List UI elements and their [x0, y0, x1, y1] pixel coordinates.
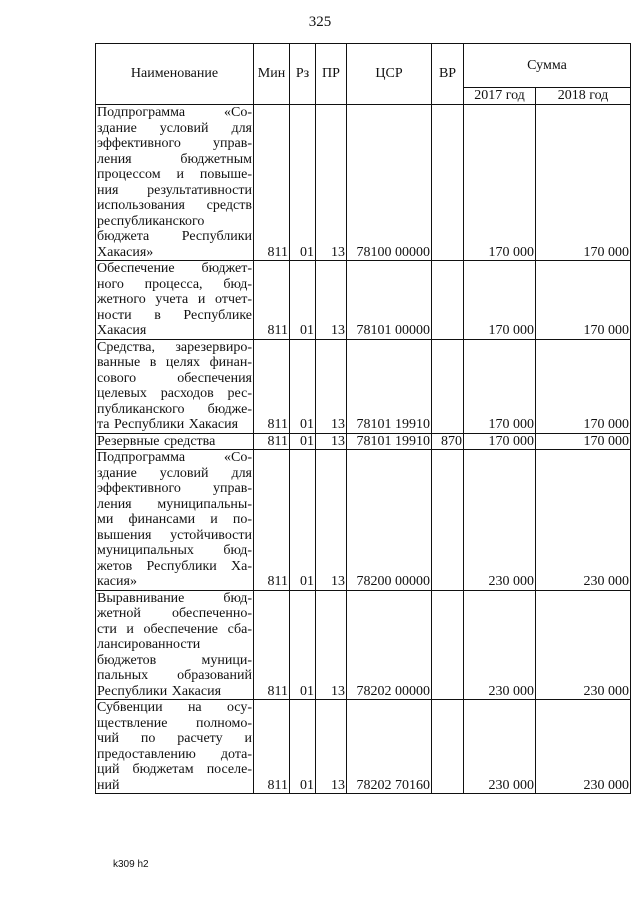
row-pr: 13 — [316, 105, 347, 261]
row-name-line: ций бюджетам поселе- — [97, 762, 252, 777]
row-sum-2018: 170 000 — [536, 433, 631, 450]
table-body — [96, 105, 631, 794]
row-pr: 13 — [316, 433, 347, 450]
header-pr: ПР — [316, 44, 347, 105]
row-name-line: эффективного управ- — [97, 481, 252, 496]
row-name-line: Хакасия» — [97, 244, 154, 260]
row-name-line: Средства, зарезервиро- — [97, 339, 252, 355]
row-min: 811 — [254, 339, 290, 433]
row-name-line: предоставлению дота- — [97, 746, 252, 762]
row-min: 811 — [254, 261, 290, 340]
table-row — [96, 433, 631, 450]
row-name — [96, 105, 254, 261]
row-sum-2018: 170 000 — [536, 261, 631, 340]
row-csr: 78101 19910 — [347, 339, 432, 433]
row-name-line: лансированности — [97, 637, 201, 652]
row-name-line: ления муниципальны- — [97, 496, 252, 512]
row-name-line: пальных образований — [97, 668, 252, 683]
row-min: 811 — [254, 433, 290, 450]
row-name-line: жетов Республики Ха- — [97, 558, 252, 574]
row-vr — [432, 105, 464, 261]
row-pr: 13 — [316, 450, 347, 591]
row-name-line: Хакасия — [97, 323, 147, 338]
row-csr: 78100 00000 — [347, 105, 432, 261]
row-pr: 13 — [316, 590, 347, 700]
header-year-2018: 2018 год — [536, 88, 631, 105]
row-pr: 13 — [316, 700, 347, 794]
row-sum-2017: 170 000 — [464, 105, 536, 261]
row-vr: 870 — [432, 433, 464, 450]
table-row — [96, 700, 631, 794]
row-csr: 78200 00000 — [347, 450, 432, 591]
row-name-line: ний — [97, 777, 120, 793]
row-sum-2017: 170 000 — [464, 433, 536, 450]
row-sum-2018: 230 000 — [536, 590, 631, 700]
row-name — [96, 261, 254, 340]
row-rz: 01 — [290, 433, 316, 450]
row-min: 811 — [254, 450, 290, 591]
row-name-line: касия» — [97, 574, 137, 589]
row-name-line: жетного учета и отчет- — [97, 292, 252, 307]
row-name — [96, 700, 254, 794]
row-vr — [432, 339, 464, 433]
row-vr — [432, 590, 464, 700]
row-rz: 01 — [290, 261, 316, 340]
row-csr: 78101 19910 — [347, 433, 432, 450]
table-row — [96, 450, 631, 591]
row-rz: 01 — [290, 105, 316, 261]
row-sum-2018: 170 000 — [536, 105, 631, 261]
row-sum-2017: 170 000 — [464, 339, 536, 433]
page-number: 325 — [308, 14, 332, 30]
row-vr — [432, 261, 464, 340]
row-rz: 01 — [290, 339, 316, 433]
row-name-line: та Республики Хакасия — [97, 417, 239, 432]
row-name-line: Резервные средства — [97, 433, 216, 449]
row-rz: 01 — [290, 700, 316, 794]
row-name-line: Субвенции на осу- — [97, 700, 252, 715]
row-name-line: ществление полномо- — [97, 715, 252, 731]
row-sum-2018: 170 000 — [536, 339, 631, 433]
row-name-line: жетной обеспеченно- — [97, 606, 252, 621]
header-name: Наименование — [96, 44, 254, 105]
row-name — [96, 433, 254, 450]
row-name-line: бюджетов муници- — [97, 652, 252, 668]
row-name-line: здание условий для — [97, 120, 252, 136]
table-row — [96, 590, 631, 700]
row-pr: 13 — [316, 339, 347, 433]
row-name-line: Подпрограмма «Со- — [97, 450, 252, 465]
row-sum-2017: 230 000 — [464, 590, 536, 700]
row-name — [96, 339, 254, 433]
row-name-line: процессом и повыше- — [97, 167, 252, 182]
footer-code: k309 h2 — [113, 859, 149, 870]
row-rz: 01 — [290, 590, 316, 700]
header-sum: Сумма — [464, 44, 631, 88]
row-name-line: ления бюджетным — [97, 151, 252, 167]
row-name-line: муниципальных бюд- — [97, 543, 252, 558]
row-rz: 01 — [290, 450, 316, 591]
row-name-line: публиканского бюдже- — [97, 401, 252, 417]
row-name-line: эффективного управ- — [97, 136, 252, 151]
row-name-line: чий по расчету и — [97, 731, 252, 746]
header-csr: ЦСР — [347, 44, 432, 105]
row-name-line: целевых расходов рес- — [97, 386, 252, 401]
table-row — [96, 105, 631, 261]
row-name-line: республиканского — [97, 213, 205, 229]
table-row — [96, 339, 631, 433]
row-pr: 13 — [316, 261, 347, 340]
row-vr — [432, 700, 464, 794]
header-min: Мин — [254, 44, 290, 105]
row-name-line: Подпрограмма «Со- — [97, 105, 252, 120]
row-name — [96, 590, 254, 700]
row-min: 811 — [254, 700, 290, 794]
row-name — [96, 450, 254, 591]
row-name-line: ванные в целях финан- — [97, 355, 252, 370]
row-name-line: использования средств — [97, 198, 252, 213]
header-rz: Рз — [290, 44, 316, 105]
row-csr: 78202 70160 — [347, 700, 432, 794]
table-row — [96, 261, 631, 340]
row-sum-2017: 230 000 — [464, 450, 536, 591]
row-min: 811 — [254, 590, 290, 700]
row-name-line: ного процесса, бюд- — [97, 276, 252, 292]
row-name-line: Выравнивание бюд- — [97, 590, 252, 606]
row-csr: 78101 00000 — [347, 261, 432, 340]
row-name-line: вышения устойчивости — [97, 527, 252, 543]
row-name-line: сового обеспечения — [97, 370, 252, 386]
row-vr — [432, 450, 464, 591]
row-sum-2018: 230 000 — [536, 450, 631, 591]
row-min: 811 — [254, 105, 290, 261]
row-name-line: Республики Хакасия — [97, 683, 222, 699]
header-vr: ВР — [432, 44, 464, 105]
row-name-line: здание условий для — [97, 465, 252, 481]
row-name-line: ния результативности — [97, 182, 252, 198]
row-name-line: бюджета Республики — [97, 229, 252, 244]
row-sum-2017: 230 000 — [464, 700, 536, 794]
row-name-line: Обеспечение бюджет- — [97, 261, 252, 276]
row-name-line: сти и обеспечение сба- — [97, 621, 252, 637]
row-csr: 78202 00000 — [347, 590, 432, 700]
row-name-line: ности в Республике — [97, 307, 252, 323]
header-year-2017: 2017 год — [464, 88, 536, 105]
budget-table — [95, 43, 631, 794]
row-sum-2017: 170 000 — [464, 261, 536, 340]
row-name-line: ми финансами и по- — [97, 512, 252, 527]
row-sum-2018: 230 000 — [536, 700, 631, 794]
